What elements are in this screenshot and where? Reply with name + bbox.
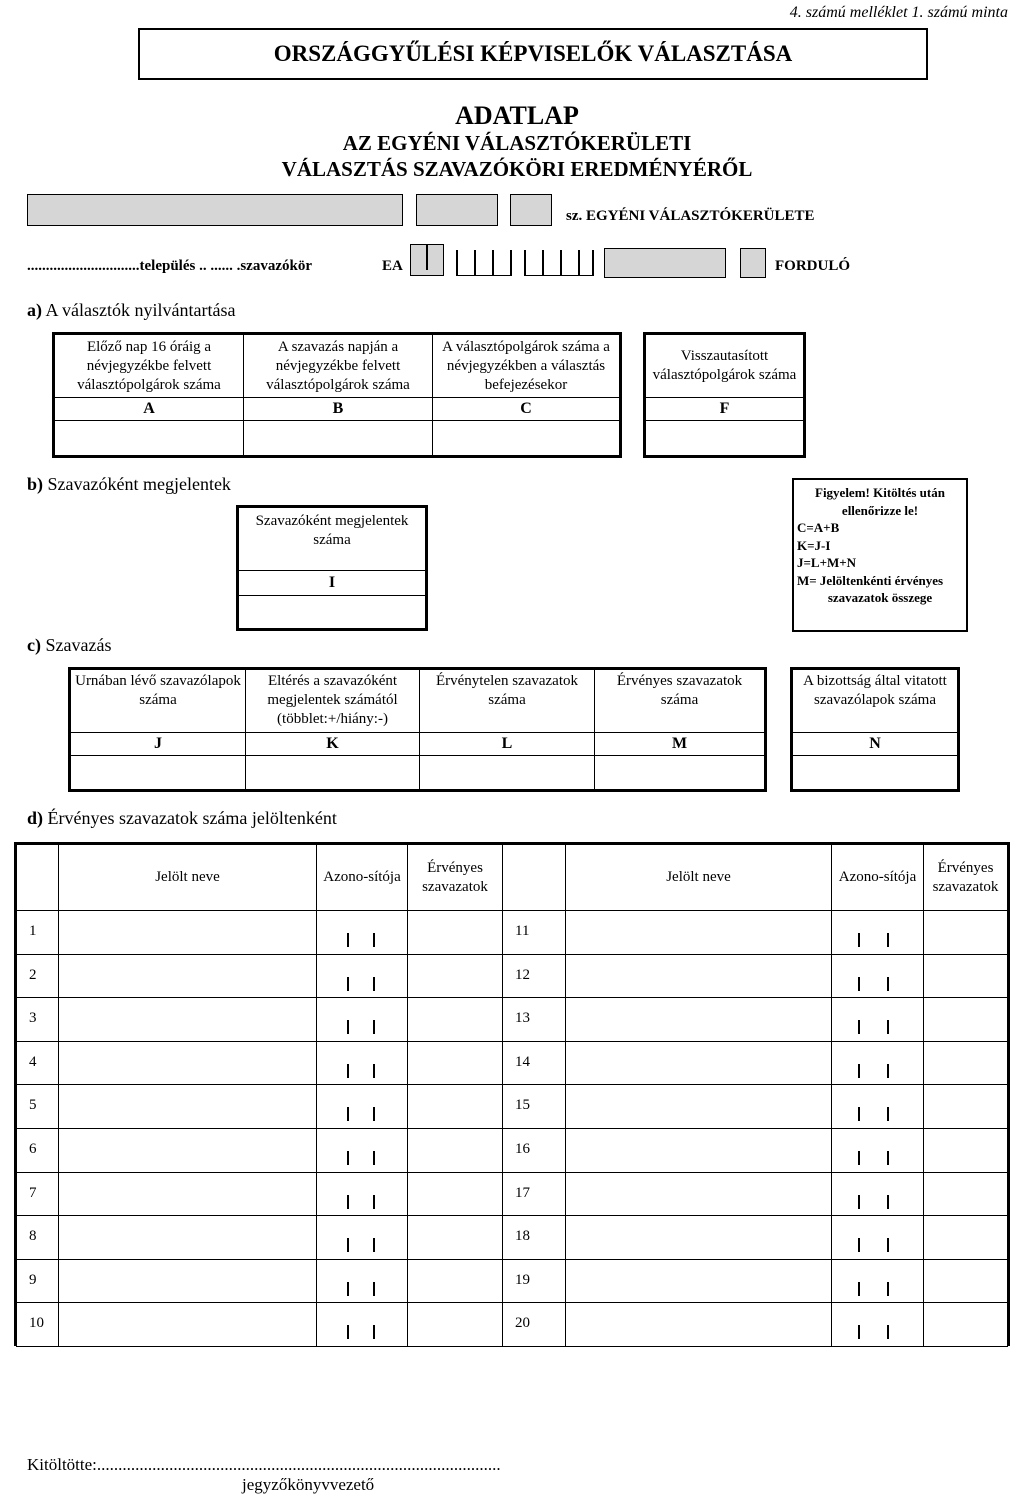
- field-j-input[interactable]: [70, 755, 246, 790]
- check-note-line2: ellenőrizze le!: [841, 502, 919, 518]
- district-label: sz. EGYÉNI VÁLASZTÓKERÜLETE: [566, 208, 815, 224]
- main-title: ORSZÁGGYŰLÉSI KÉPVISELŐK VÁLASZTÁSA: [138, 28, 928, 80]
- field-k-input[interactable]: [245, 755, 420, 790]
- col-k-header: Eltérés a szavazóként megjelentek számától (többlet:+/hiány:-): [245, 669, 420, 733]
- col-a-letter: A: [54, 397, 244, 421]
- right-valid-votes-field[interactable]: [923, 1172, 1008, 1217]
- right-valid-votes-field[interactable]: [923, 954, 1008, 999]
- recorder-role: jegyzőkönyvvezető: [242, 1475, 375, 1494]
- right-row-number: 19: [502, 1259, 566, 1304]
- field-l-input[interactable]: [419, 755, 595, 790]
- field-f-input[interactable]: [645, 420, 804, 456]
- left-candidate-id-field[interactable]: [316, 1084, 408, 1129]
- right-candidate-name-field[interactable]: [565, 1172, 832, 1217]
- filled-by-line: Kitöltötte:...............................................................................................: [27, 1455, 501, 1474]
- left-candidate-name-field[interactable]: [58, 910, 317, 955]
- check-note-line7: szavazatok összege: [827, 590, 933, 605]
- left-valid-votes-field[interactable]: [407, 1302, 503, 1347]
- form-title-line3: VÁLASZTÁS SZAVAZÓKÖRI EREDMÉNYÉRŐL: [281, 157, 753, 181]
- col-c-header: A választópolgárok száma a névjegyzékben a választás befejezésekor: [432, 334, 620, 398]
- left-row-number: 10: [16, 1302, 59, 1347]
- right-candidate-id-field[interactable]: [831, 1172, 924, 1217]
- check-note-line6: M= Jelöltenkénti érvényes: [797, 572, 944, 588]
- round-label: FORDULÓ: [775, 258, 850, 274]
- left-valid-votes-field[interactable]: [407, 1259, 503, 1304]
- right-row-number: 11: [502, 910, 566, 955]
- right-candidate-id-field[interactable]: [831, 1259, 924, 1304]
- district-number-field[interactable]: [510, 194, 552, 226]
- left-candidate-name-field[interactable]: [58, 1084, 317, 1129]
- right-valid-votes-field[interactable]: [923, 1128, 1008, 1173]
- left-candidate-id-field[interactable]: [316, 1172, 408, 1217]
- right-candidate-name-field[interactable]: [565, 997, 832, 1042]
- left-candidate-name-field[interactable]: [58, 1172, 317, 1217]
- county-field[interactable]: [27, 194, 403, 226]
- candidates-table: [14, 842, 1010, 1346]
- col-l-header: Érvénytelen szavazatok száma: [419, 669, 595, 733]
- right-candidate-id-field[interactable]: [831, 954, 924, 999]
- section-a-marker: a): [27, 300, 42, 320]
- left-candidate-name-field[interactable]: [58, 1259, 317, 1304]
- round-number-field[interactable]: [740, 248, 766, 278]
- right-valid-votes-field[interactable]: [923, 1041, 1008, 1086]
- section-b-title: Szavazóként megjelentek: [47, 474, 231, 494]
- col-j-letter: J: [70, 732, 246, 756]
- right-valid-votes-field[interactable]: [923, 1084, 1008, 1129]
- right-candidate-name-field[interactable]: [565, 954, 832, 999]
- right-row-number: 16: [502, 1128, 566, 1173]
- check-note-line1: Figyelem! Kitöltés után: [815, 485, 945, 500]
- right-candidate-id-field[interactable]: [831, 910, 924, 955]
- col-l-letter: L: [419, 732, 595, 756]
- left-id-header: Azono-sítója: [316, 844, 408, 911]
- right-row-number: 20: [502, 1302, 566, 1347]
- left-row-number: 6: [16, 1128, 59, 1173]
- col-a-header: Előző nap 16 óráig a névjegyzékbe felvett választópolgárok száma: [54, 334, 244, 398]
- col-j-header: Urnában lévő szavazólapok száma: [70, 669, 246, 733]
- right-candidate-name-field[interactable]: [565, 1259, 832, 1304]
- field-m-input[interactable]: [594, 755, 765, 790]
- section-c-side-table: [790, 667, 960, 792]
- right-valid-votes-field[interactable]: [923, 910, 1008, 955]
- right-candidate-id-field[interactable]: [831, 1215, 924, 1260]
- left-candidate-name-field[interactable]: [58, 1041, 317, 1086]
- right-name-header: Jelölt neve: [565, 844, 832, 911]
- right-valid-votes-field[interactable]: [923, 1302, 1008, 1347]
- section-b-table: [236, 505, 428, 631]
- ea-code-box-1[interactable]: [410, 244, 444, 276]
- col-i-header: Szavazóként megjelentek száma: [238, 507, 426, 571]
- left-candidate-name-field[interactable]: [58, 1302, 317, 1347]
- right-candidate-id-field[interactable]: [831, 1128, 924, 1173]
- col-b-letter: B: [243, 397, 433, 421]
- left-candidate-id-field[interactable]: [316, 910, 408, 955]
- right-row-number: 15: [502, 1084, 566, 1129]
- right-valid-votes-field[interactable]: [923, 1259, 1008, 1304]
- left-candidate-name-field[interactable]: [58, 1128, 317, 1173]
- col-n-header: A bizottság által vitatott szavazólapok száma: [792, 669, 958, 733]
- section-d-title: Érvényes szavazatok száma jelöltenként: [47, 808, 337, 828]
- section-b-heading: [27, 474, 231, 495]
- field-a-input[interactable]: [54, 420, 244, 456]
- left-candidate-name-field[interactable]: [58, 997, 317, 1042]
- section-a-title: A választók nyilvántartása: [45, 300, 236, 320]
- right-candidate-id-field[interactable]: [831, 1302, 924, 1347]
- right-candidate-name-field[interactable]: [565, 1041, 832, 1086]
- right-num-header: [502, 844, 566, 911]
- left-num-header: [16, 844, 59, 911]
- left-valid-votes-field[interactable]: [407, 1128, 503, 1173]
- right-id-header: Azono-sítója: [831, 844, 924, 911]
- col-m-header: Érvényes szavazatok száma: [594, 669, 765, 733]
- section-c-heading: [27, 635, 111, 656]
- left-valid-votes-field[interactable]: [407, 997, 503, 1042]
- right-candidate-name-field[interactable]: [565, 1302, 832, 1347]
- section-a-heading: [27, 300, 235, 321]
- col-i-letter: I: [238, 570, 426, 596]
- col-k-letter: K: [245, 732, 420, 756]
- col-c-letter: C: [432, 397, 620, 421]
- form-title-line1: ADATLAP: [455, 101, 579, 130]
- left-valid-votes-field[interactable]: [407, 1215, 503, 1260]
- right-candidate-name-field[interactable]: [565, 1128, 832, 1173]
- left-row-number: 2: [16, 954, 59, 999]
- section-b-marker: b): [27, 474, 44, 494]
- right-row-number: 13: [502, 997, 566, 1042]
- left-candidate-name-field[interactable]: [58, 1215, 317, 1260]
- left-row-number: 7: [16, 1172, 59, 1217]
- section-a-side-table: [643, 332, 806, 458]
- section-c-marker: c): [27, 635, 41, 655]
- section-a-table: [52, 332, 622, 458]
- section-d-marker: d): [27, 808, 44, 828]
- left-valid-votes-field[interactable]: [407, 1172, 503, 1217]
- right-row-number: 12: [502, 954, 566, 999]
- district-code-field[interactable]: [416, 194, 498, 226]
- check-note-line5: J=L+M+N: [797, 555, 857, 570]
- right-candidate-id-field[interactable]: [831, 1084, 924, 1129]
- left-name-header: Jelölt neve: [58, 844, 317, 911]
- left-candidate-id-field[interactable]: [316, 954, 408, 999]
- col-f-header: Visszautasított választópolgárok száma: [645, 334, 804, 398]
- section-c-table: [68, 667, 767, 792]
- field-n-input[interactable]: [792, 755, 958, 790]
- annex-note: 4. számú melléklet 1. számú minta: [789, 4, 1008, 21]
- left-votes-header: Érvényes szavazatok: [407, 844, 503, 911]
- col-f-letter: F: [645, 397, 804, 421]
- ea-code-box-3[interactable]: [524, 244, 594, 276]
- left-row-number: 8: [16, 1215, 59, 1260]
- left-valid-votes-field[interactable]: [407, 910, 503, 955]
- section-d-heading: [27, 808, 337, 829]
- right-row-number: 18: [502, 1215, 566, 1260]
- field-b-input[interactable]: [243, 420, 433, 456]
- right-candidate-id-field[interactable]: [831, 997, 924, 1042]
- settlement-label: ..............................település .. ...... .szavazókör: [27, 258, 312, 274]
- col-b-header: A szavazás napján a névjegyzékbe felvett választópolgárok száma: [243, 334, 433, 398]
- ea-label: EA: [382, 258, 403, 274]
- right-row-number: 17: [502, 1172, 566, 1217]
- left-candidate-id-field[interactable]: [316, 1128, 408, 1173]
- right-row-number: 14: [502, 1041, 566, 1086]
- field-c-input[interactable]: [432, 420, 620, 456]
- section-c-title: Szavazás: [45, 635, 112, 655]
- right-candidate-name-field[interactable]: [565, 1215, 832, 1260]
- right-votes-header: Érvényes szavazatok: [923, 844, 1008, 911]
- left-candidate-id-field[interactable]: [316, 1041, 408, 1086]
- check-note-line4: K=J-I: [797, 537, 831, 553]
- left-candidate-name-field[interactable]: [58, 954, 317, 999]
- left-valid-votes-field[interactable]: [407, 1041, 503, 1086]
- left-row-number: 5: [16, 1084, 59, 1129]
- left-candidate-id-field[interactable]: [316, 997, 408, 1042]
- left-candidate-id-field[interactable]: [316, 1259, 408, 1304]
- form-title-line2: AZ EGYÉNI VÁLASZTÓKERÜLETI: [342, 131, 692, 155]
- left-row-number: 1: [16, 910, 59, 955]
- left-valid-votes-field[interactable]: [407, 954, 503, 999]
- left-row-number: 3: [16, 997, 59, 1042]
- ea-code-box-2[interactable]: [456, 244, 512, 276]
- col-m-letter: M: [594, 732, 765, 756]
- check-note-box: [792, 478, 968, 632]
- ea-extra-field[interactable]: [604, 248, 726, 278]
- left-candidate-id-field[interactable]: [316, 1302, 408, 1347]
- left-candidate-id-field[interactable]: [316, 1215, 408, 1260]
- left-row-number: 4: [16, 1041, 59, 1086]
- left-valid-votes-field[interactable]: [407, 1084, 503, 1129]
- right-valid-votes-field[interactable]: [923, 1215, 1008, 1260]
- col-n-letter: N: [792, 732, 958, 756]
- form-title: [0, 102, 1024, 182]
- check-note-line3: C=A+B: [797, 520, 840, 535]
- field-i-input[interactable]: [238, 595, 426, 629]
- right-candidate-name-field[interactable]: [565, 1084, 832, 1129]
- left-row-number: 9: [16, 1259, 59, 1304]
- right-candidate-id-field[interactable]: [831, 1041, 924, 1086]
- right-candidate-name-field[interactable]: [565, 910, 832, 955]
- right-valid-votes-field[interactable]: [923, 997, 1008, 1042]
